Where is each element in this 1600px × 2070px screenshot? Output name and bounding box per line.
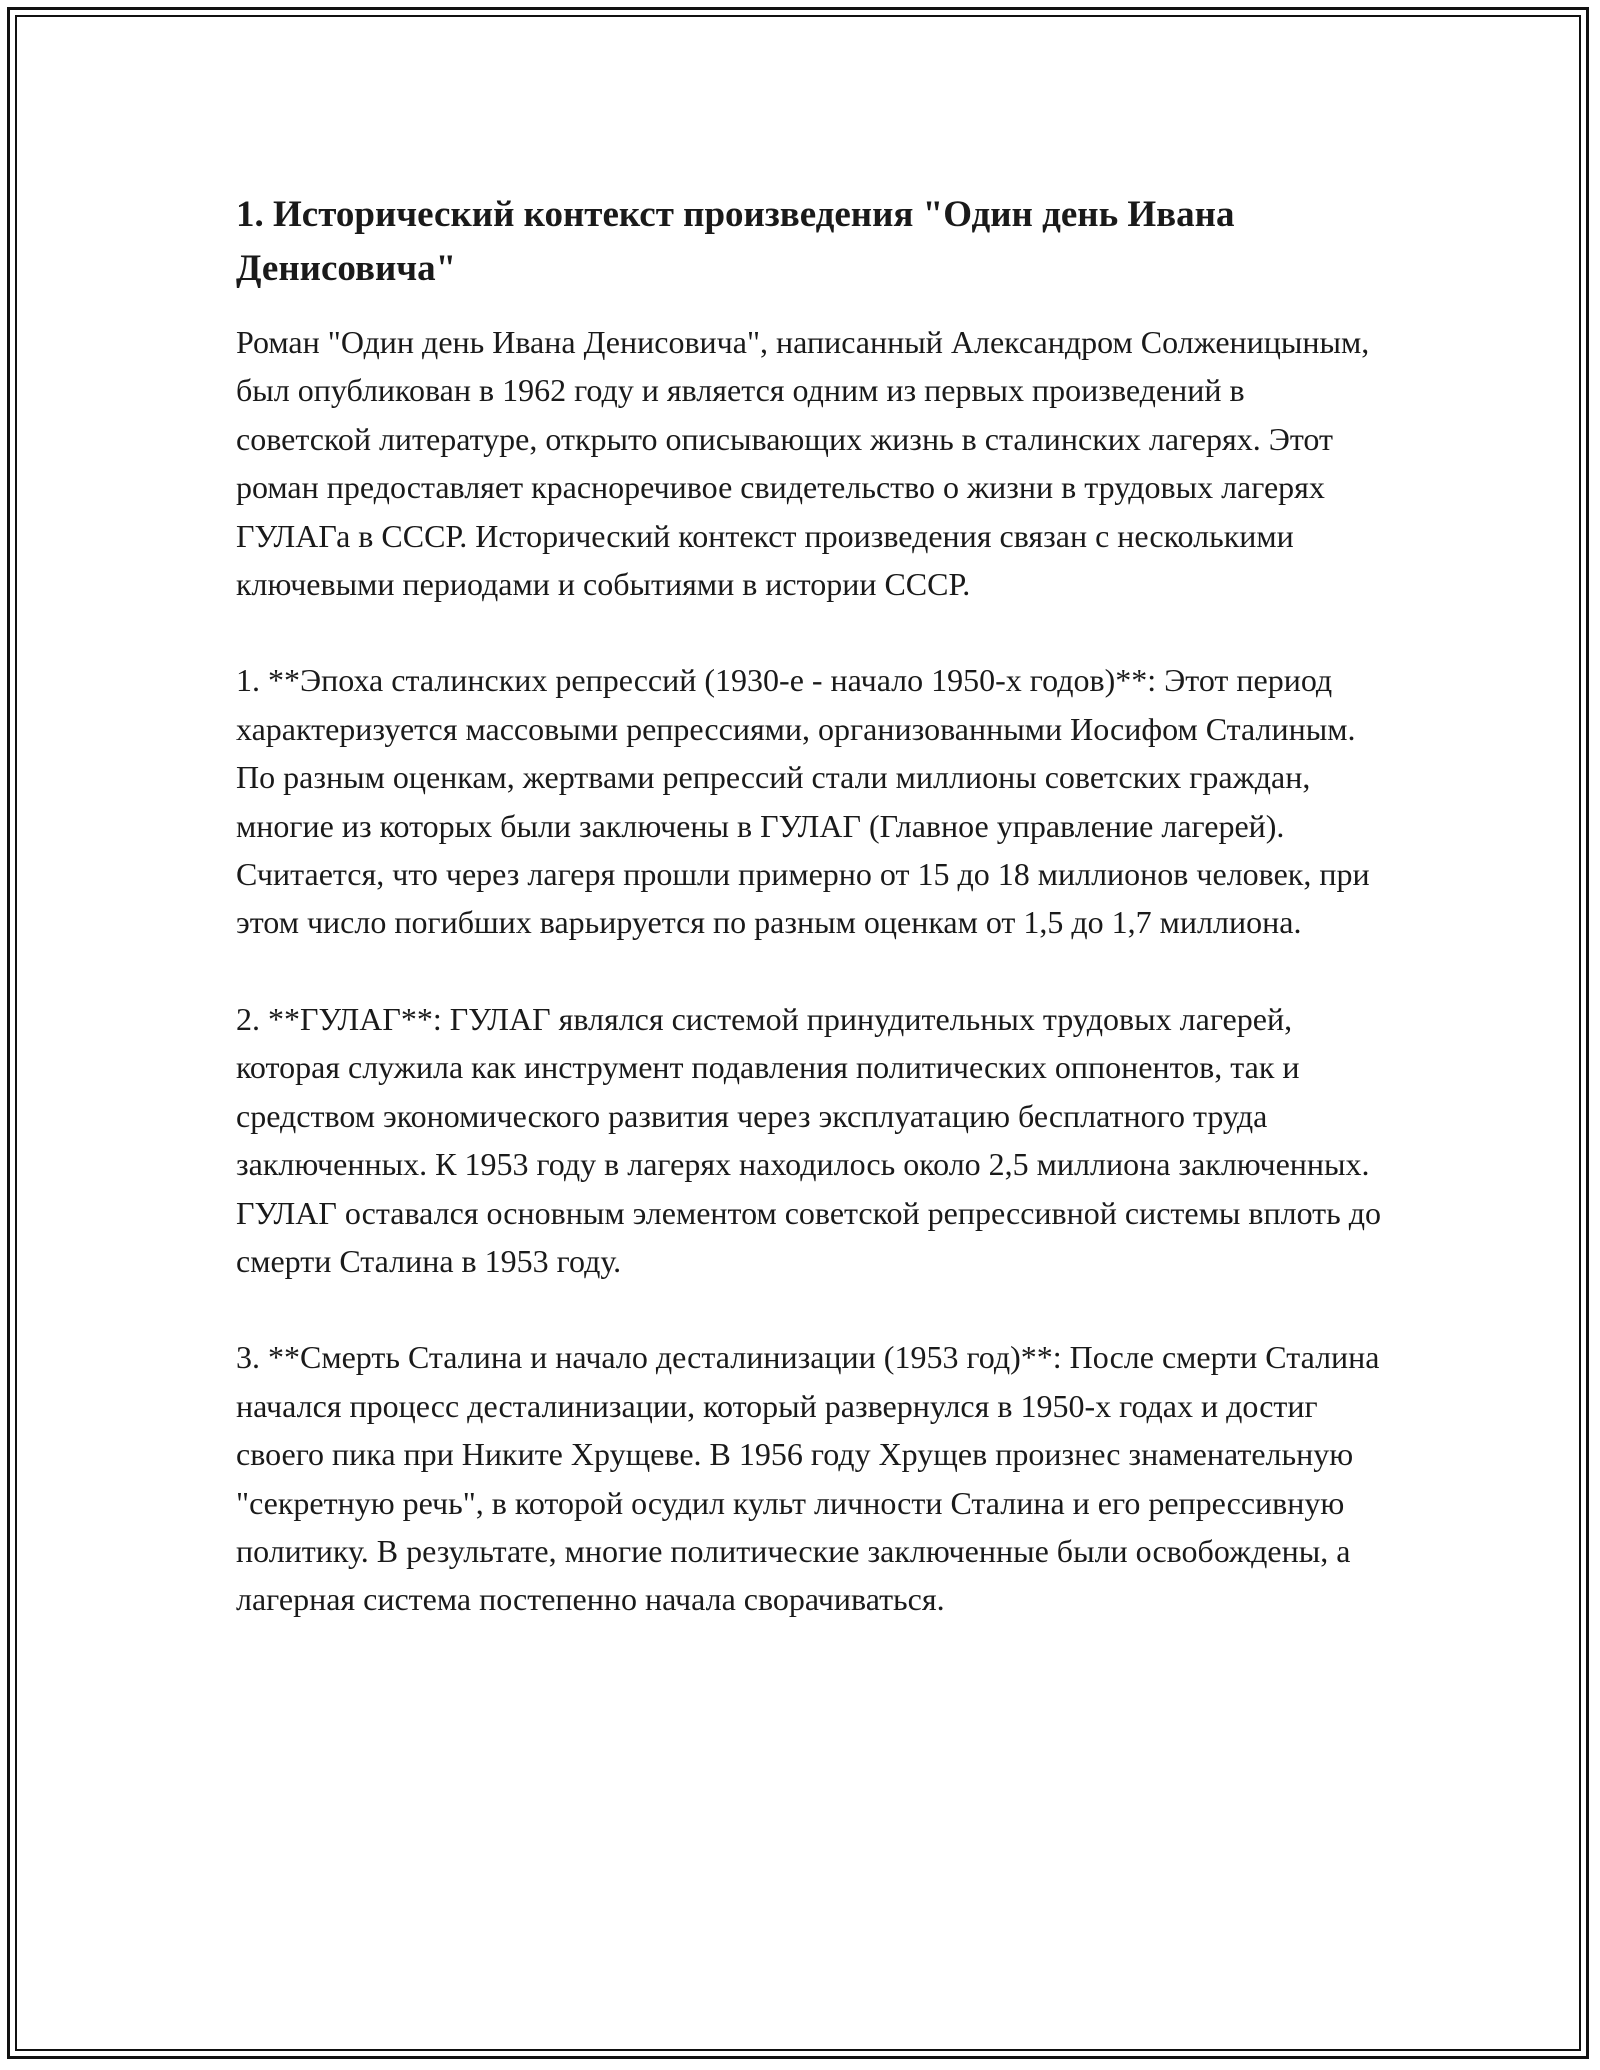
- intro-paragraph: Роман "Один день Ивана Денисовича", написанный Александром Солженицыным, был опубликован в 1962 году и является одним из первых произведений в советской литературе, открыто описывающих жизнь в сталинских лагерях. Этот роман предоставляет красноречивое свидетельство о жизни в трудовых лагерях ГУЛАГа в СССР. Исторический контекст произведения связан с несколькими ключевыми периодами и событиями в истории СССР.: [236, 324, 1370, 603]
- document-body: [236, 188, 1386, 1672]
- list-item-destalinization: 3. **Смерть Сталина и начало десталинизации (1953 год)**: После смерти Сталина начался процесс десталинизации, который развернулся в 1950-х годах и достиг своего пика при Никите Хрущеве. В 1956 году Хрущев произнес знаменательную "секретную речь", в которой осудил культ личности Сталина и его репрессивную политику. В результате, многие политические заключенные были освобождены, а лагерная система постепенно начала сворачиваться.: [236, 1339, 1380, 1618]
- list-item-stalin-repressions: 1. **Эпоха сталинских репрессий (1930-е - начало 1950-х годов)**: Этот период характеризуется массовыми репрессиями, организованными Иосифом Сталиным. По разным оценкам, жертвами репрессий стали миллионы советских граждан, многие из которых были заключены в ГУЛАГ (Главное управление лагерей). Считается, что через лагеря прошли примерно от 15 до 18 миллионов человек, при этом число погибших варьируется по разным оценкам от 1,5 до 1,7 миллиона.: [236, 662, 1370, 941]
- list-item-gulag: 2. **ГУЛАГ**: ГУЛАГ являлся системой принудительных трудовых лагерей, которая служила как инструмент подавления политических оппонентов, так и средством экономического развития через эксплуатацию бесплатного труда заключенных. К 1953 году в лагерях находилось около 2,5 миллиона заключенных. ГУЛАГ оставался основным элементом советской репрессивной системы вплоть до смерти Сталина в 1953 году.: [236, 1000, 1381, 1279]
- document-title: 1. Исторический контекст произведения "Один день Ивана Денисовича": [236, 194, 1235, 289]
